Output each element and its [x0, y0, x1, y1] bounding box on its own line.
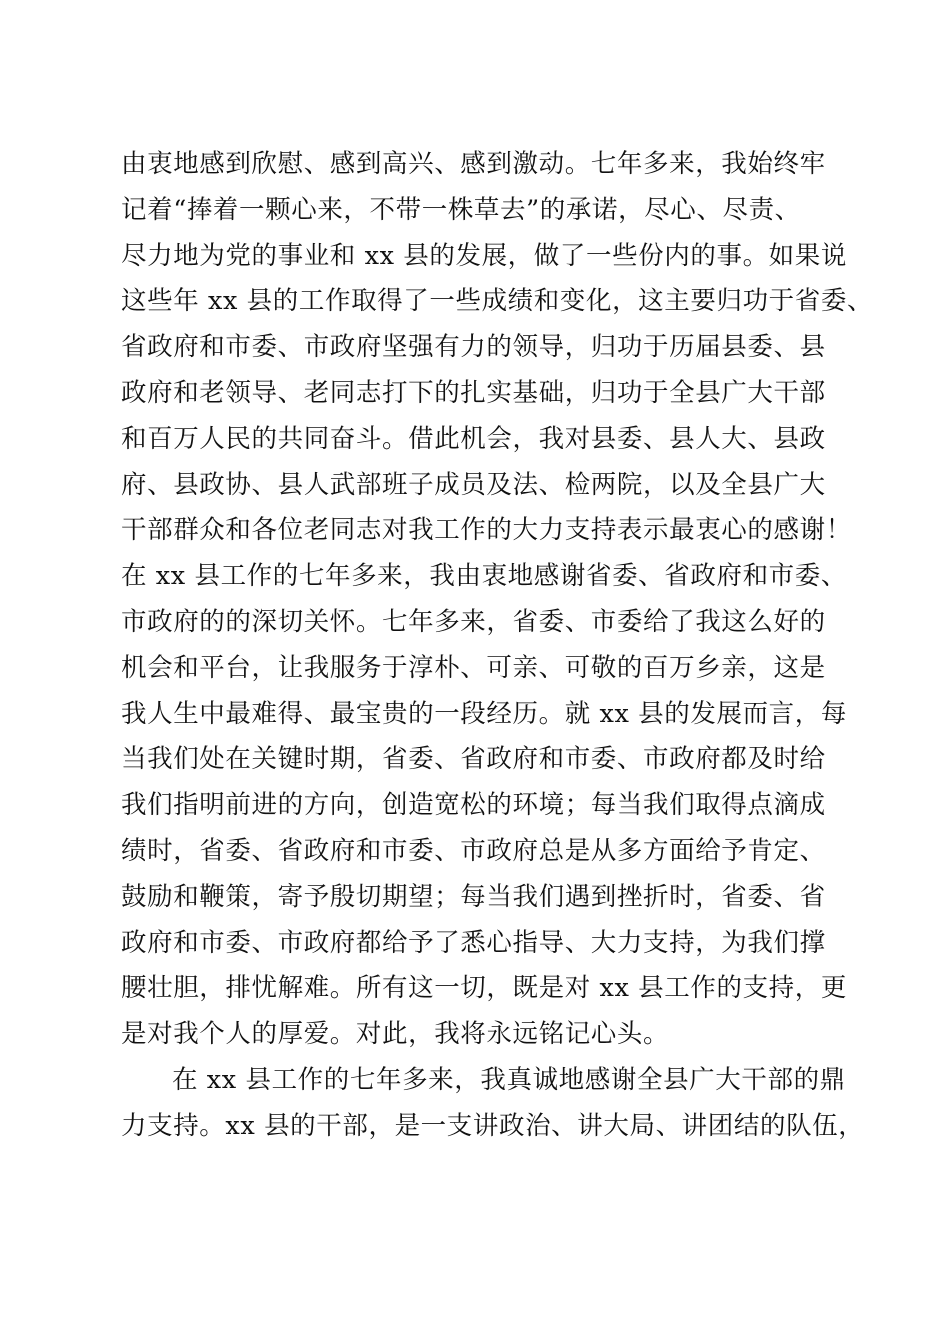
text-line: 记着“捧着一颗心来，不带一株草去”的承诺，尽心、尽责、 [121, 194, 801, 225]
text-line: 省政府和市委、市政府坚强有力的领导，归功于历届县委、县 [121, 332, 826, 363]
text-line: 府、县政协、县人武部班子成员及法、检两院，以及全县广大 [121, 469, 826, 500]
text-line: 我们指明前进的方向，创造宽松的环境；每当我们取得点滴成 [121, 790, 826, 821]
text-line: 在 xx 县工作的七年多来，我真诚地感谢全县广大干部的鼎 [172, 1064, 846, 1095]
text-line: 绩时，省委、省政府和市委、市政府总是从多方面给予肯定、 [121, 835, 826, 866]
text-line: 干部群众和各位老同志对我工作的大力支持表示最衷心的感谢！ [121, 515, 852, 546]
text-line: 是对我个人的厚爱。对此，我将永远铭记心头。 [121, 1019, 670, 1050]
text-line: 我人生中最难得、最宝贵的一段经历。就 xx 县的发展而言，每 [121, 698, 847, 729]
text-line: 由衷地感到欣慰、感到高兴、感到激动。七年多来，我始终牢 [121, 149, 826, 179]
text-line: 市政府的的深切关怀。七年多来，省委、市委给了我这么好的 [121, 606, 826, 637]
text-line: 政府和老领导、老同志打下的扎实基础，归功于全县广大干部 [121, 377, 826, 408]
text-line: 在 xx 县工作的七年多来，我由衷地感谢省委、省政府和市委、 [121, 561, 847, 592]
text-line: 机会和平台，让我服务于淳朴、可亲、可敬的百万乡亲，这是 [121, 652, 826, 683]
text-line: 尽力地为党的事业和 xx 县的发展，做了一些份内的事。如果说 [121, 240, 847, 271]
text-line: 政府和市委、市政府都给予了悉心指导、大力支持，为我们撑 [121, 927, 826, 958]
body-text [121, 142, 874, 1150]
text-line: 腰壮胆，排忧解难。所有这一切，既是对 xx 县工作的支持，更 [121, 973, 847, 1004]
text-line: 和百万人民的共同奋斗。借此机会，我对县委、县人大、县政 [121, 423, 826, 454]
text-line: 鼓励和鞭策，寄予殷切期望；每当我们遇到挫折时，省委、省 [121, 881, 826, 912]
text-line: 力支持。xx 县的干部，是一支讲政治、讲大局、讲团结的队伍， [121, 1110, 865, 1141]
text-line: 这些年 xx 县的工作取得了一些成绩和变化，这主要归功于省委、 [121, 286, 874, 317]
text-line: 当我们处在关键时期，省委、省政府和市委、市政府都及时给 [121, 744, 826, 775]
